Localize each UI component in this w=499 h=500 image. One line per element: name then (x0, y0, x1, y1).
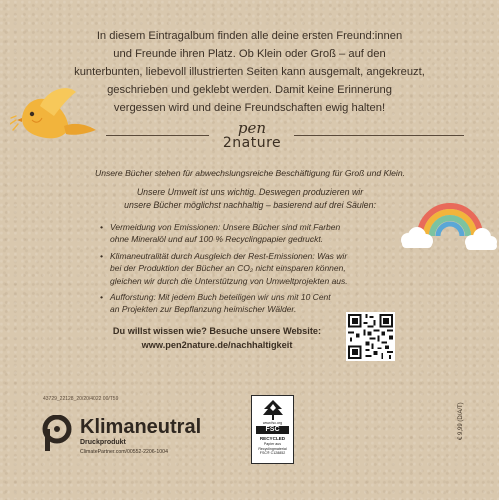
intro-paragraph (62, 27, 437, 117)
pillar-line: bei der Produktion der Bücher an CO₂ nicht einsparen können, (110, 263, 346, 274)
fsc-paper-line: Recyclingmaterial (258, 446, 287, 451)
climatepartner-mark-icon (42, 415, 72, 453)
fsc-brand: FSC (256, 426, 289, 434)
fsc-recycled: RECYCLED (259, 436, 286, 442)
rainbow-illustration (398, 196, 498, 254)
pillar-line: ohne Mineralöl und auf 100 % Recyclingpapier gedruckt. (110, 234, 324, 245)
logo-text-pen: pen (237, 119, 267, 137)
fsc-website: www.fsc.org (262, 421, 283, 425)
logo-text-2nature: 2nature (222, 135, 282, 151)
fsc-paper-line: Papier aus (263, 442, 282, 447)
website-question: Du willst wissen wie? Besuche unsere Website: (112, 326, 322, 336)
environment-heading (80, 186, 420, 212)
intro-line: vergessen wird und deine Freundschaften ewig halten! (113, 102, 386, 114)
fsc-badge (251, 395, 294, 464)
price-label: € 9,99 (D/A/T) (458, 402, 464, 440)
pillar-line: • Aufforstung: Mit jedem Buch beteiligen wir uns mit 10 Cent (110, 292, 331, 303)
pen2nature-logo (212, 120, 292, 156)
divider-line-left (106, 135, 209, 136)
climatepartner-id: ClimatePartner.com/00552-2206-1004 (80, 449, 168, 455)
pillar-item (100, 250, 420, 287)
pillar-item (100, 221, 420, 246)
fsc-tree-icon (261, 399, 285, 421)
pillar-line: gleichen wir durch die Unterstützung von Umweltprojekten aus. (110, 275, 348, 286)
intro-line: In diesem Eintragalbum finden alle deine ersten Freund:innen (96, 30, 403, 42)
pillar-line: • Vermeidung von Emissionen: Unsere Bücher sind mit Farben (110, 222, 341, 232)
pillar-line: an Projekten zur Bepflanzung heimischer Wälder. (110, 304, 297, 315)
intro-line: geschrieben und geklebt werden. Damit keine Erinnerung (107, 84, 392, 96)
pillar-line: • Klimaneutralität durch Ausgleich der Rest-Emissionen: Was wir (110, 250, 348, 261)
environment-heading-line: Unsere Umwelt ist uns wichtig. Deswegen produzieren wir (136, 187, 364, 197)
klimaneutral-subtitle: Druckprodukt (80, 439, 126, 446)
tagline: Unsere Bücher stehen für abwechslungsreiche Beschäftigung für Groß und Klein. (94, 168, 406, 178)
qr-code[interactable] (346, 312, 395, 361)
divider-line-right (294, 135, 464, 136)
intro-line: kunterbunten, liebevoll illustrierten Seiten kann ausgemalt, angekreuzt, (74, 66, 425, 78)
sustainability-pillars-list (100, 221, 420, 320)
print-code: 43729_22128_20/20/4022 00/T59 (43, 396, 119, 402)
bird-illustration (10, 82, 98, 150)
website-link[interactable]: www.pen2nature.de/nachhaltigkeit (141, 340, 293, 350)
klimaneutral-title: Klimaneutral (80, 416, 202, 438)
environment-heading-line: unsere Bücher möglichst nachhaltig – basierend auf drei Säulen: (124, 200, 376, 210)
intro-line: und Freunde ihren Platz. Ob Klein oder Groß – auf den (113, 48, 386, 60)
fsc-code: FSC® C128852 (259, 451, 286, 456)
